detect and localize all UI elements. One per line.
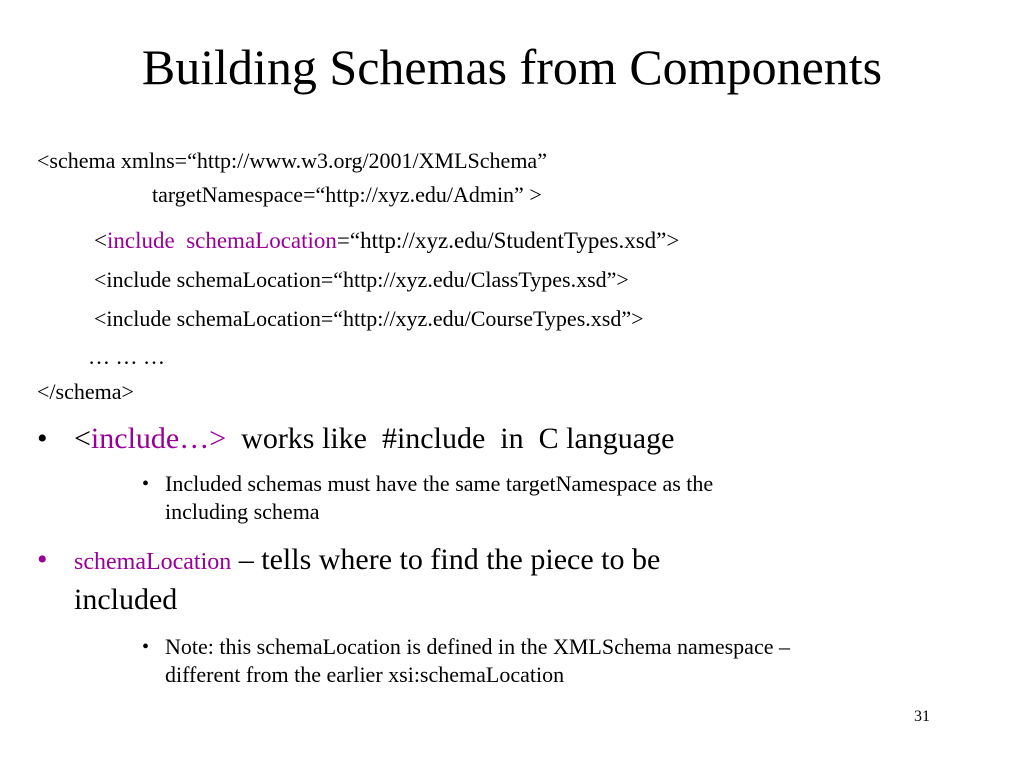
bullet-include — [37, 420, 674, 458]
include-keyword: include — [106, 228, 175, 253]
bullet-schema-location — [37, 541, 660, 619]
code-line-schema-close: </schema> — [37, 379, 134, 404]
bullet-marker-accent: • — [37, 543, 48, 576]
code-line-target-namespace: targetNamespace=“http://xyz.edu/Admin” > — [152, 182, 542, 207]
code-line-include-course: <include schemaLocation=“http://xyz.edu/CourseTypes.xsd”> — [94, 306, 644, 331]
code-line-schema-open: <schema xmlns=“http://www.w3.org/2001/XMLSchema” — [37, 148, 547, 173]
code-line-ellipsis: … … … — [88, 344, 165, 369]
sub-bullet-included-schemas — [142, 470, 713, 526]
code-line-include-student — [94, 227, 679, 255]
bullet-schema-location-line2: included — [74, 583, 178, 616]
bullet-schema-location-text: – tells where to find the piece to be — [231, 543, 661, 576]
sub-bullet-line1: Included schemas must have the same targetNamespace as the — [165, 471, 714, 496]
sub-bullet-note-line1: Note: this schemaLocation is defined in the XMLSchema namespace – — [165, 634, 790, 659]
page-number: 31 — [914, 708, 930, 725]
sub-bullet-line2: including schema — [165, 499, 320, 524]
sub-bullet-marker: • — [142, 636, 150, 658]
slide-title: Building Schemas from Components — [141, 39, 883, 95]
bullet-include-text: works like #include in C language — [226, 422, 675, 455]
sub-bullet-marker: • — [142, 473, 150, 495]
bullet-include-prefix: < — [74, 422, 91, 455]
include-open-bracket: < — [94, 228, 107, 253]
bullet-schema-location-keyword: schemaLocation — [74, 549, 232, 575]
schema-location-attr: schemaLocation — [186, 228, 337, 253]
bullet-marker: • — [37, 422, 48, 455]
sub-bullet-note-line2: different from the earlier xsi:schemaLocation — [165, 662, 565, 687]
code-line-include-class: <include schemaLocation=“http://xyz.edu/ClassTypes.xsd”> — [94, 267, 629, 292]
bullet-include-keyword: include…> — [90, 422, 227, 455]
include-student-rest: =“http://xyz.edu/StudentTypes.xsd”> — [336, 228, 680, 253]
sub-bullet-note — [142, 633, 790, 689]
